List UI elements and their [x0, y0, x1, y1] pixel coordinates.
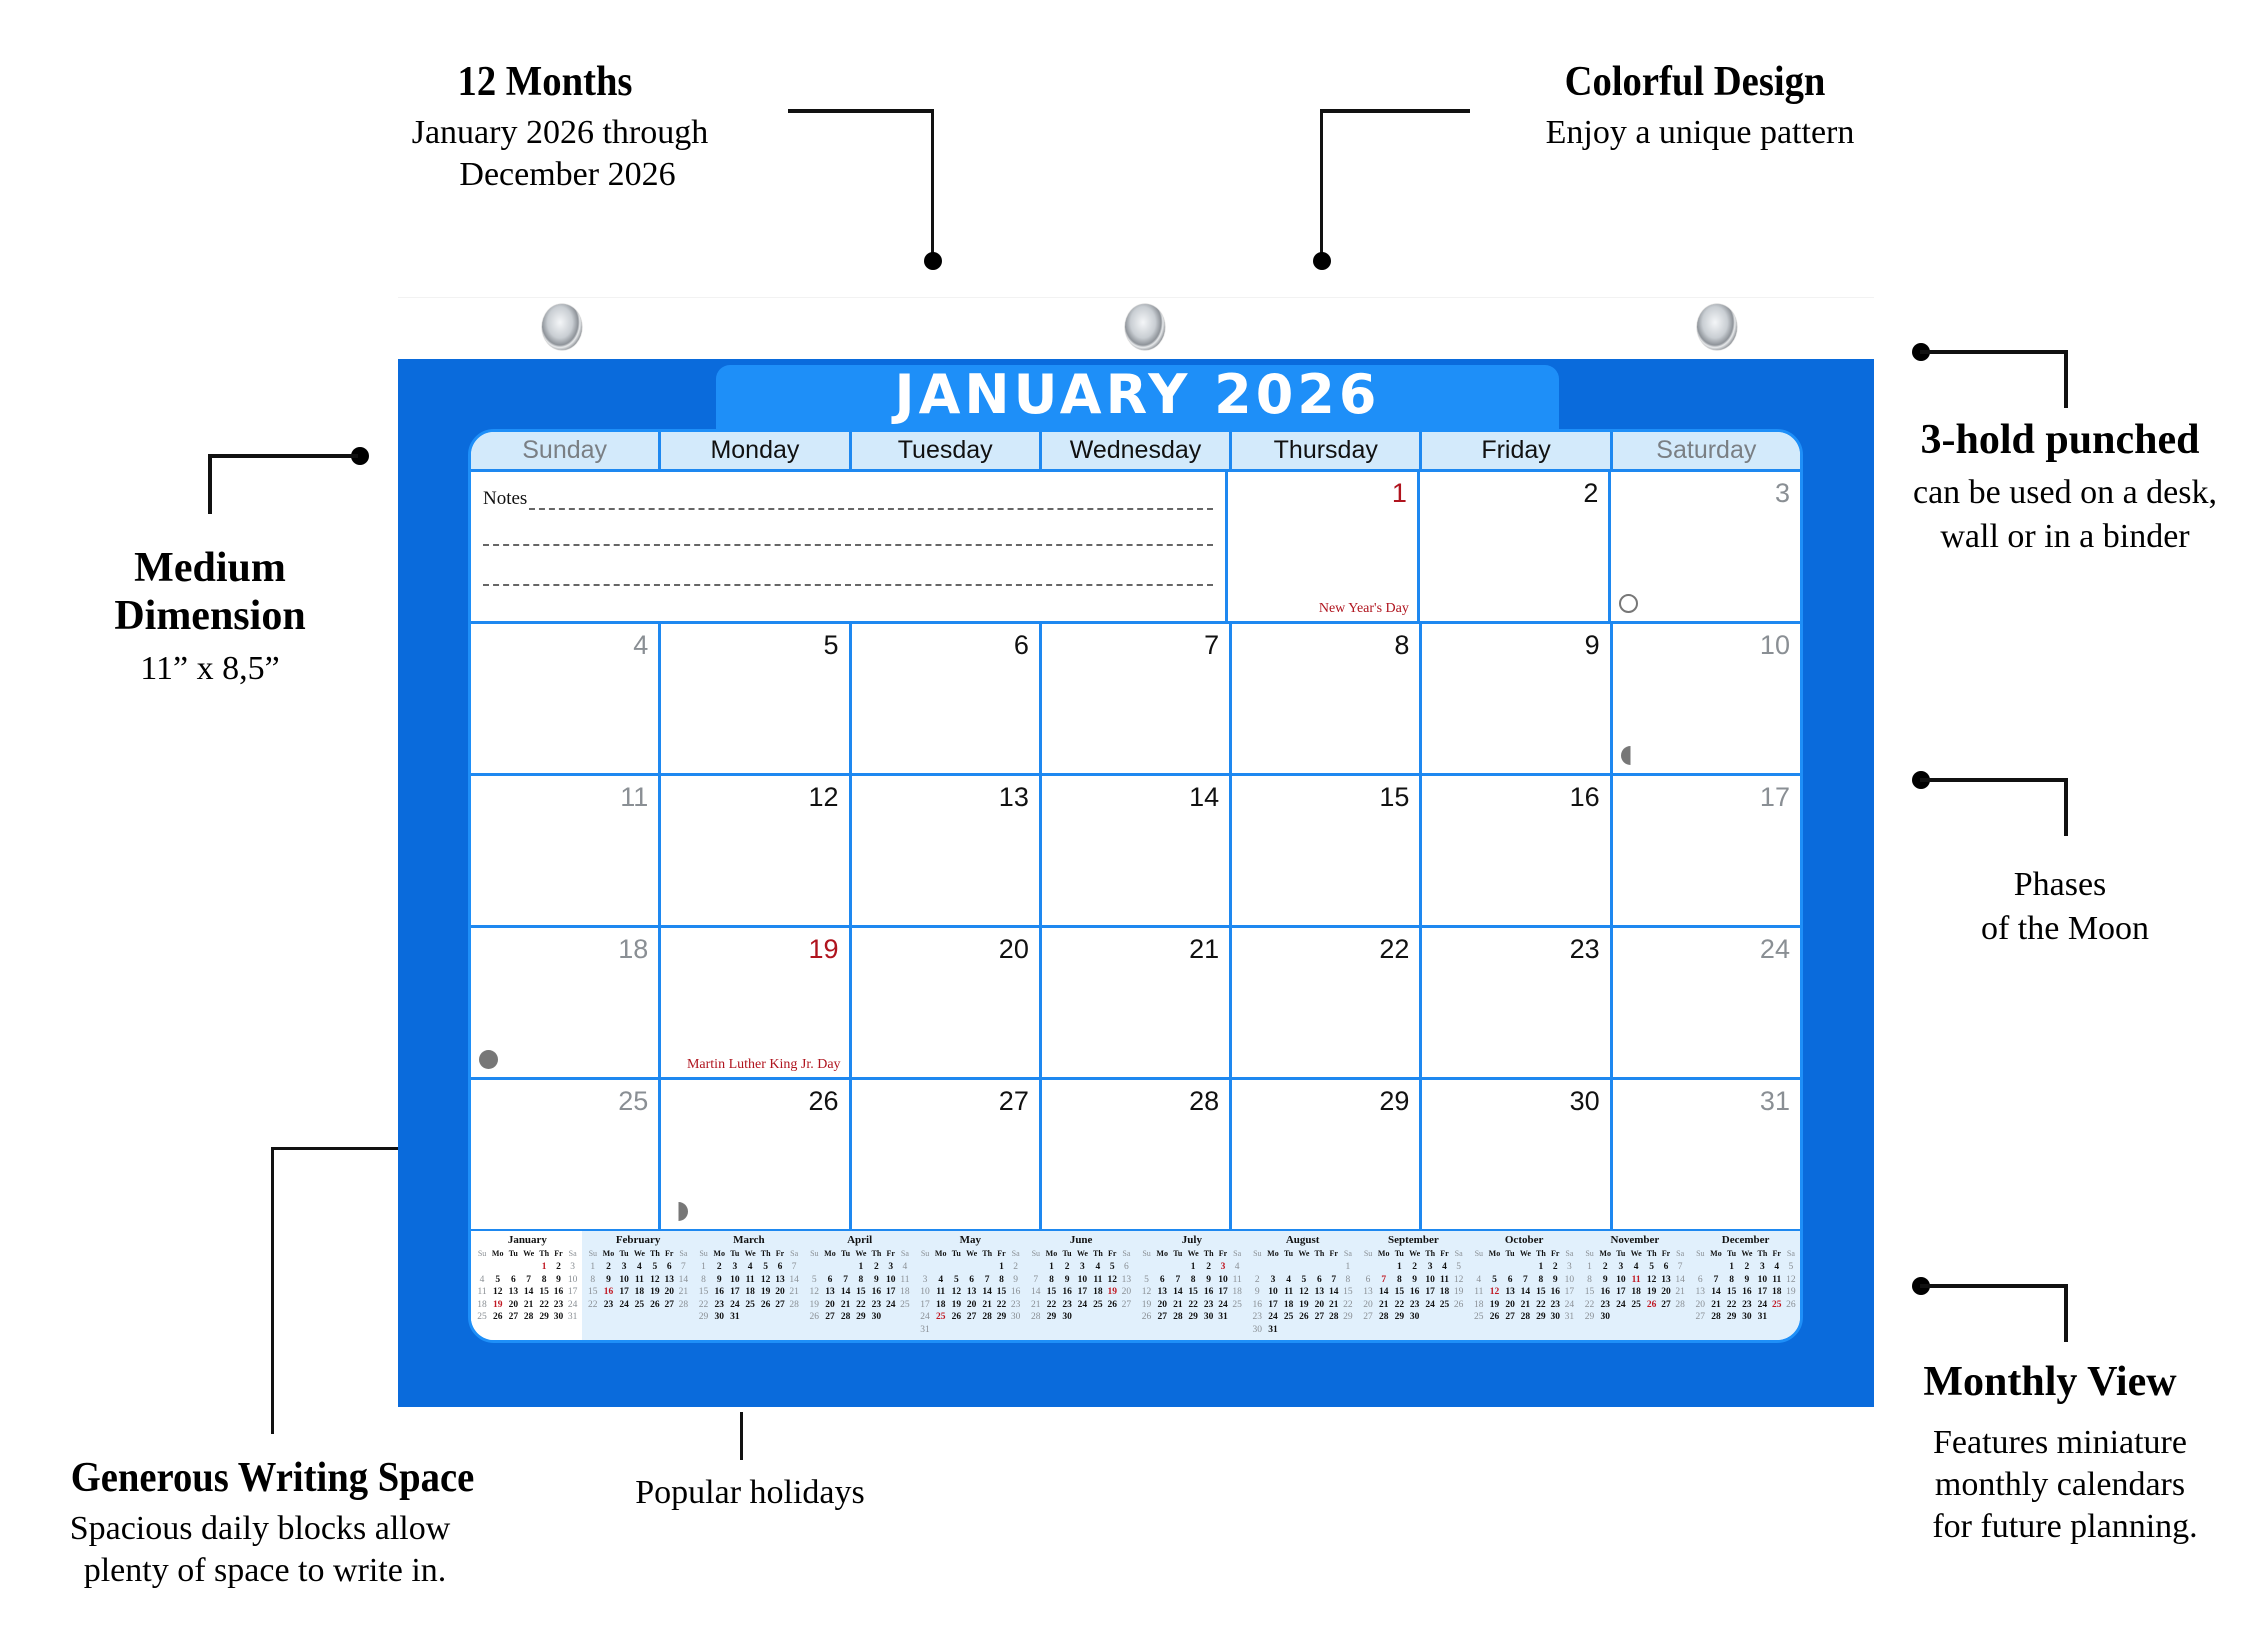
notes-label: Notes — [483, 488, 528, 509]
mini-calendar-may: May Su Mo Tu We Th Fr Sa 1 2 3 4 5 6 7 8 9 10 11 12 13 14 15 16 17 18 19 20 21 22 23 24 25 26 27 28 29 30 31 — [914, 1231, 1025, 1340]
mini-month-name: July — [1181, 1234, 1202, 1246]
day-cell[interactable] — [471, 624, 661, 773]
annotation-monthly-title: Monthly View — [1923, 1359, 2177, 1405]
day-number: 11 — [620, 782, 649, 812]
weekday-sunday: Sunday — [471, 432, 661, 469]
annotation-colorful-line1: Enjoy a unique pattern — [1545, 114, 1855, 151]
day-number: 15 — [1379, 782, 1410, 812]
holiday-label: New Year's Day — [1318, 601, 1409, 616]
day-cell[interactable] — [1042, 1080, 1232, 1229]
day-cell[interactable] — [1232, 1080, 1422, 1229]
annotation-holidays: Popular holidays — [635, 1474, 865, 1511]
day-number: 2 — [1583, 478, 1599, 508]
weekday-tuesday: Tuesday — [852, 432, 1042, 469]
day-number: 6 — [1013, 630, 1029, 660]
day-cell[interactable] — [1613, 928, 1800, 1077]
annotation-12-months-line1: January 2026 through — [411, 114, 709, 151]
mini-calendar-march: March Su Mo Tu We Th Fr Sa 1 2 3 4 5 6 7 8 9 10 11 12 13 14 15 16 17 18 19 20 21 22 23 24 25 26 27 28 29 30 31 — [693, 1231, 804, 1340]
day-cell[interactable] — [1228, 472, 1420, 621]
annotation-writing-line1: Spacious daily blocks allow — [69, 1510, 451, 1547]
mini-month-name: September — [1388, 1234, 1439, 1246]
day-cell[interactable] — [1613, 624, 1800, 773]
day-number: 8 — [1394, 630, 1410, 660]
annotation-punched-line1: can be used on a desk, — [1912, 474, 2217, 511]
day-number: 31 — [1759, 1086, 1790, 1116]
annotation-dimension-title2: Dimension — [114, 593, 306, 639]
day-cell[interactable] — [1042, 776, 1232, 925]
day-number: 28 — [1189, 1086, 1220, 1116]
day-cell[interactable] — [1611, 472, 1800, 621]
day-number: 19 — [808, 934, 839, 964]
moon-new-icon — [479, 1050, 498, 1069]
connector-dot — [1313, 252, 1331, 270]
day-number: 22 — [1379, 934, 1410, 964]
day-number: 12 — [808, 782, 839, 812]
day-cell[interactable] — [471, 776, 661, 925]
calendar-grid — [471, 432, 1800, 1232]
grommet-hole-icon — [542, 304, 582, 350]
day-cell[interactable] — [1422, 624, 1612, 773]
weekday-thursday: Thursday — [1232, 432, 1422, 469]
day-number: 23 — [1569, 934, 1600, 964]
grommet-hole-icon — [1697, 304, 1737, 350]
connector-line — [1320, 109, 1323, 259]
weekday-header — [471, 432, 1800, 472]
week-row — [471, 472, 1800, 624]
mini-calendar-february: February Su Mo Tu We Th Fr Sa 1 2 3 4 5 6 7 8 9 10 11 12 13 14 15 16 17 18 19 20 21 22 23 24 25 26 27 28 — [582, 1231, 693, 1340]
day-number: 14 — [1189, 782, 1220, 812]
day-cell[interactable] — [852, 1080, 1042, 1229]
holiday-label: Martin Luther King Jr. Day — [686, 1057, 841, 1072]
mini-calendar-august: August Su Mo Tu We Th Fr Sa 1 2 3 4 5 6 7 8 9 10 11 12 13 14 15 16 17 18 19 20 21 22 23 24 25 26 27 28 29 30 31 — [1246, 1231, 1357, 1340]
day-cell[interactable] — [1422, 928, 1612, 1077]
day-cell[interactable] — [1613, 1080, 1800, 1229]
day-cell[interactable] — [661, 1080, 851, 1229]
month-title: JANUARY 2026 — [894, 363, 1381, 426]
mini-calendar-january: January Su Mo Tu We Th Fr Sa 1 2 3 4 5 6 7 8 9 10 11 12 13 14 15 16 17 18 19 20 21 22 23 24 25 26 27 28 29 30 31 — [471, 1231, 582, 1340]
annotation-writing-title: Generous Writing Space — [70, 1455, 475, 1501]
annotation-moon-line1: Phases — [2013, 866, 2107, 903]
annotation-punched-line2: wall or in a binder — [1940, 518, 2190, 555]
connector-line — [208, 454, 358, 458]
day-cell[interactable] — [661, 928, 851, 1077]
connector-line — [788, 109, 934, 113]
mini-calendar-june: June Su Mo Tu We Th Fr Sa 1 2 3 4 5 6 7 8 9 10 11 12 13 14 15 16 17 18 19 20 21 22 23 24 25 26 27 28 29 30 — [1025, 1231, 1136, 1340]
mini-calendar-april: April Su Mo Tu We Th Fr Sa 1 2 3 4 5 6 7 8 9 10 11 12 13 14 15 16 17 18 19 20 21 22 23 24 25 26 27 28 29 30 — [803, 1231, 914, 1340]
day-number: 4 — [633, 630, 649, 660]
connector-line — [2064, 350, 2068, 408]
connector-line — [208, 454, 212, 514]
day-number: 9 — [1584, 630, 1600, 660]
day-number: 27 — [998, 1086, 1029, 1116]
weekday-friday: Friday — [1422, 432, 1612, 469]
annotation-writing-line2: plenty of space to write in. — [83, 1552, 447, 1589]
day-number: 10 — [1759, 630, 1790, 660]
day-number: 17 — [1759, 782, 1790, 812]
mini-calendar-december: December Su Mo Tu We Th Fr Sa 1 2 3 4 5 6 7 8 9 10 11 12 13 14 15 16 17 18 19 20 21 22 23 24 25 26 27 28 29 30 31 — [1689, 1231, 1800, 1340]
day-number: 30 — [1569, 1086, 1600, 1116]
day-number: 21 — [1189, 934, 1220, 964]
mini-month-name: June — [1069, 1234, 1093, 1246]
day-cell[interactable] — [661, 624, 851, 773]
day-cell[interactable] — [1422, 776, 1612, 925]
connector-line — [1920, 350, 2068, 354]
annotation-12-months-title: 12 Months — [457, 59, 633, 105]
weekday-saturday: Saturday — [1656, 436, 1757, 464]
day-number: 25 — [618, 1086, 649, 1116]
mini-calendar-september: September Su Mo Tu We Th Fr Sa 1 2 3 4 5 6 7 8 9 10 11 12 13 14 15 16 17 18 19 20 21 22 23 24 25 26 27 28 29 30 — [1357, 1231, 1468, 1340]
connector-line — [1320, 109, 1470, 113]
day-number: 29 — [1379, 1086, 1410, 1116]
week-row — [471, 776, 1800, 928]
day-cell[interactable] — [1232, 928, 1422, 1077]
mini-month-name: November — [1610, 1234, 1660, 1246]
day-cell[interactable] — [852, 624, 1042, 773]
mini-calendar-november: November Su Mo Tu We Th Fr Sa 1 2 3 4 5 6 7 8 9 10 11 12 13 14 15 16 17 18 19 20 21 22 23 24 25 26 27 28 29 30 — [1579, 1231, 1690, 1340]
day-cell[interactable] — [1422, 1080, 1612, 1229]
connector-line — [271, 1147, 398, 1150]
day-cell[interactable] — [1420, 472, 1612, 621]
connector-dot — [924, 252, 942, 270]
calendar-panel — [468, 429, 1803, 1343]
mini-month-name: August — [1285, 1234, 1320, 1246]
mini-month-name: May — [959, 1234, 982, 1246]
connector-line — [271, 1147, 274, 1434]
annotation-monthly-line3: for future planning. — [1932, 1508, 2198, 1545]
day-number: 16 — [1569, 782, 1600, 812]
day-cell[interactable] — [852, 928, 1042, 1077]
day-cell[interactable] — [471, 928, 661, 1077]
connector-line — [1920, 1284, 2068, 1288]
grommet-hole-icon — [1125, 304, 1165, 350]
annotation-punched-title: 3-hold punched — [1920, 417, 2200, 463]
annotation-dimension-size: 11” x 8,5” — [140, 650, 280, 687]
day-cell[interactable] — [852, 776, 1042, 925]
day-cell[interactable] — [1042, 624, 1232, 773]
mini-month-name: January — [507, 1234, 547, 1246]
day-number: 13 — [998, 782, 1029, 812]
annotation-moon-line2: of the Moon — [1980, 910, 2150, 947]
connector-line — [931, 109, 934, 259]
annotation-12-months-line2: December 2026 — [459, 156, 676, 193]
mini-month-name: October — [1504, 1234, 1544, 1246]
mini-month-name: March — [733, 1234, 765, 1246]
day-cell[interactable] — [471, 1080, 661, 1229]
day-cell[interactable] — [1613, 776, 1800, 925]
mini-calendar-october: October Su Mo Tu We Th Fr Sa 1 2 3 4 5 6 7 8 9 10 11 12 13 14 15 16 17 18 19 20 21 22 23 24 25 26 27 28 29 30 31 — [1468, 1231, 1579, 1340]
moon-first-icon — [669, 1202, 688, 1221]
day-number: 1 — [1391, 478, 1407, 508]
mini-calendars — [471, 1231, 1800, 1340]
weekday-wednesday: Wednesday — [1042, 432, 1232, 469]
day-number: 18 — [618, 934, 649, 964]
day-number: 5 — [823, 630, 839, 660]
day-cell[interactable] — [661, 776, 851, 925]
day-number: 7 — [1204, 630, 1220, 660]
annotation-monthly-line2: monthly calendars — [1934, 1466, 2186, 1503]
day-cell[interactable] — [1042, 928, 1232, 1077]
moon-full-icon — [1619, 594, 1638, 613]
week-row — [471, 1080, 1800, 1232]
connector-line — [1920, 778, 2068, 782]
moon-last-icon — [1621, 746, 1640, 765]
weekday-monday: Monday — [661, 432, 851, 469]
annotation-colorful-title: Colorful Design — [1564, 59, 1826, 105]
mini-month-name: December — [1721, 1234, 1770, 1246]
mini-month-name: April — [847, 1234, 873, 1246]
week-row — [471, 928, 1800, 1080]
mini-month-name: February — [615, 1234, 661, 1246]
mini-calendar-july: July Su Mo Tu We Th Fr Sa 1 2 3 4 5 6 7 8 9 10 11 12 13 14 15 16 17 18 19 20 21 22 23 24 25 26 27 28 29 30 31 — [1136, 1231, 1247, 1340]
connector-line — [2064, 1284, 2068, 1342]
week-row — [471, 624, 1800, 776]
day-cell[interactable] — [1232, 624, 1422, 773]
day-number: 3 — [1774, 478, 1791, 508]
connector-line — [2064, 778, 2068, 836]
connector-line — [740, 1412, 743, 1460]
annotation-monthly-line1: Features miniature — [1933, 1424, 2187, 1461]
day-number: 24 — [1759, 934, 1790, 964]
day-number: 26 — [808, 1086, 839, 1116]
day-number: 20 — [998, 934, 1029, 964]
day-cell[interactable] — [1232, 776, 1422, 925]
notes-area[interactable] — [471, 472, 1228, 621]
annotation-dimension-title1: Medium — [134, 545, 286, 591]
